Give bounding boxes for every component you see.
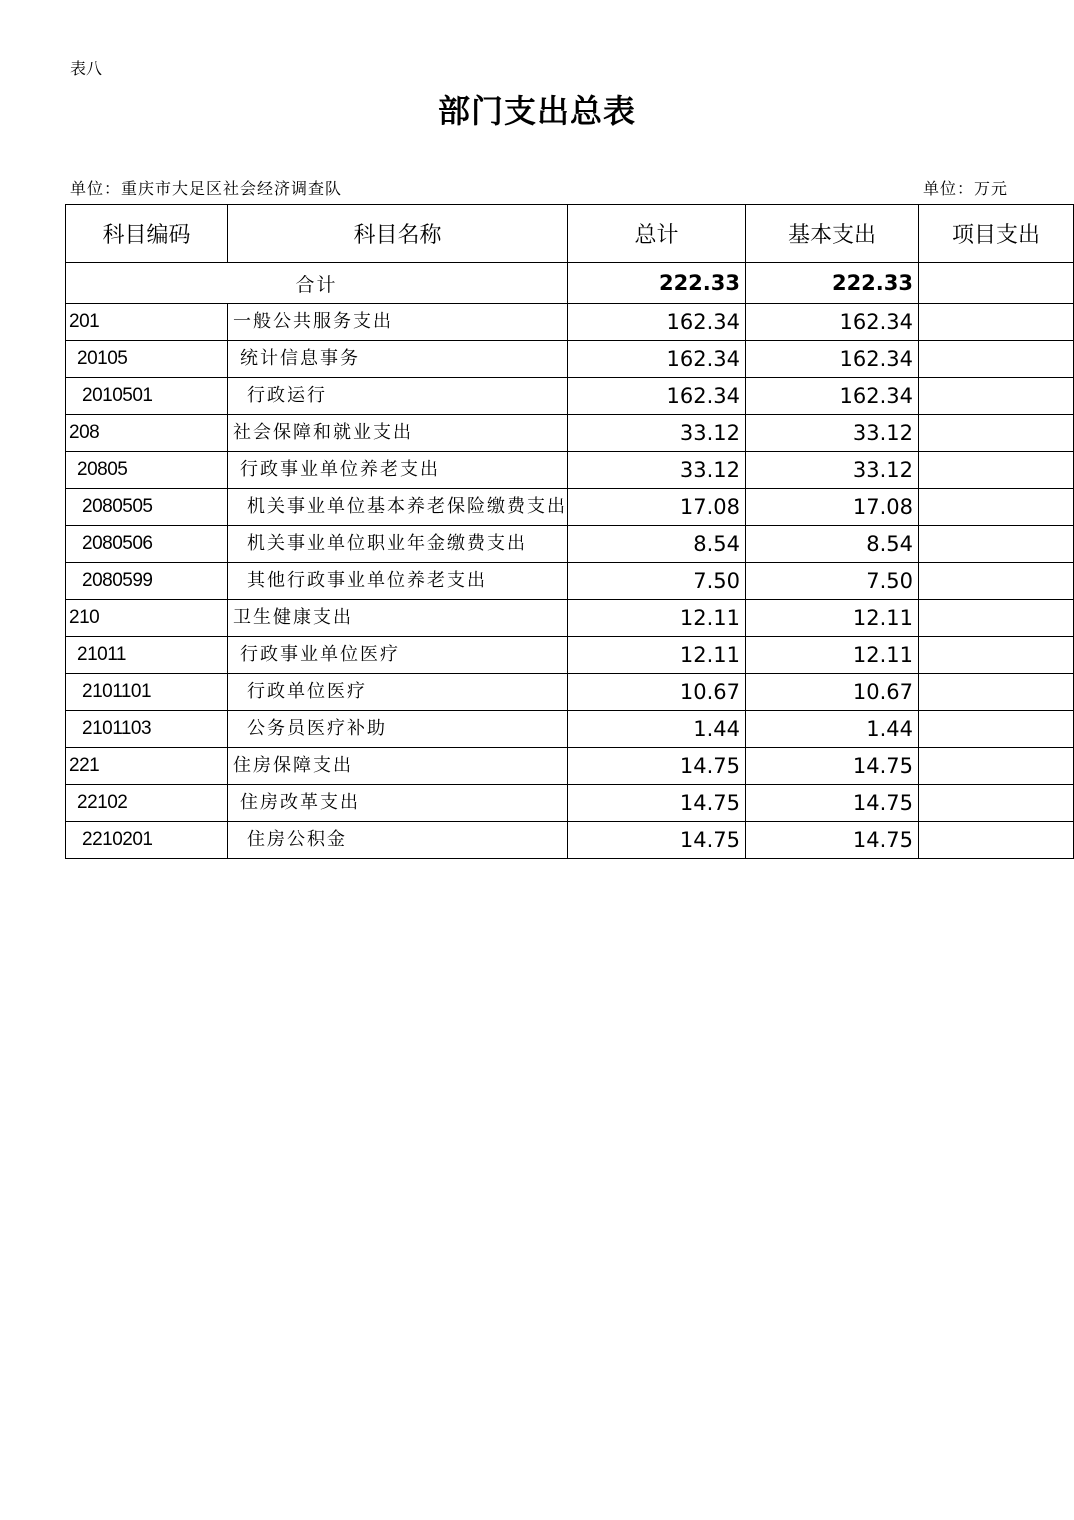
table-row <box>66 415 1074 452</box>
project-cell-text <box>919 712 1068 746</box>
table-row <box>66 489 1074 526</box>
project-cell-text <box>919 453 1068 487</box>
basic-cell-text: 162.34 <box>839 347 913 371</box>
table-row <box>66 526 1074 563</box>
total-cell-text: 14.75 <box>679 791 740 815</box>
name-cell <box>228 637 568 674</box>
table-row <box>66 748 1074 785</box>
project-cell <box>919 637 1074 674</box>
code-cell-text: 201 <box>69 311 100 332</box>
project-cell-text <box>919 601 1068 635</box>
basic-cell-text: 17.08 <box>852 495 913 519</box>
basic-cell-text: 33.12 <box>852 458 913 482</box>
project-cell <box>919 674 1074 711</box>
code-cell-text: 210 <box>69 607 100 628</box>
project-cell <box>919 341 1074 378</box>
total-cell <box>568 341 746 378</box>
basic-cell <box>746 563 919 600</box>
total-cell <box>568 526 746 563</box>
total-cell-text: 10.67 <box>679 680 740 704</box>
total-cell-text: 14.75 <box>679 754 740 778</box>
total-project <box>919 263 1074 304</box>
name-cell-text: 行政事业单位养老支出 <box>240 459 440 480</box>
basic-cell <box>746 526 919 563</box>
basic-cell <box>746 785 919 822</box>
table-row <box>66 341 1074 378</box>
total-cell <box>568 637 746 674</box>
project-cell <box>919 600 1074 637</box>
code-cell <box>66 748 228 785</box>
code-cell-text: 2010501 <box>82 385 153 406</box>
basic-cell-text: 12.11 <box>852 606 913 630</box>
total-cell <box>568 489 746 526</box>
name-cell-text: 机关事业单位职业年金缴费支出 <box>247 533 527 554</box>
code-cell-text: 208 <box>69 422 100 443</box>
project-cell <box>919 785 1074 822</box>
code-cell <box>66 526 228 563</box>
name-cell-text: 住房保障支出 <box>233 755 353 776</box>
total-cell-text: 12.11 <box>679 606 740 630</box>
name-cell-text: 社会保障和就业支出 <box>233 422 413 443</box>
total-cell-text: 162.34 <box>666 310 740 334</box>
name-cell <box>228 822 568 859</box>
code-cell-text: 2080506 <box>82 533 153 554</box>
code-cell-text: 2101103 <box>82 718 152 739</box>
basic-cell-text: 14.75 <box>852 754 913 778</box>
total-cell <box>568 415 746 452</box>
project-cell-text <box>919 490 1068 524</box>
table-row <box>66 378 1074 415</box>
project-cell-text <box>919 416 1068 450</box>
basic-cell-text: 10.67 <box>852 680 913 704</box>
code-cell-text: 20805 <box>77 459 128 480</box>
code-cell-text: 20105 <box>77 348 128 369</box>
total-cell <box>568 822 746 859</box>
code-cell-text: 2210201 <box>82 829 153 850</box>
unit-currency: 单位：万元 <box>922 179 1008 198</box>
total-cell <box>568 452 746 489</box>
project-cell <box>919 822 1074 859</box>
total-cell-text: 162.34 <box>666 384 740 408</box>
basic-cell <box>746 341 919 378</box>
basic-cell-text: 1.44 <box>866 717 913 741</box>
name-cell-text: 住房公积金 <box>247 829 347 850</box>
project-cell <box>919 563 1074 600</box>
basic-cell <box>746 489 919 526</box>
total-cell-text: 1.44 <box>693 717 740 741</box>
code-cell-text: 221 <box>69 755 100 776</box>
column-header-code: 科目编码 <box>66 205 228 263</box>
name-cell <box>228 415 568 452</box>
total-label: 合计 <box>66 263 568 304</box>
column-header-basic: 基本支出 <box>746 205 919 263</box>
name-cell <box>228 378 568 415</box>
total-cell-text: 17.08 <box>679 495 740 519</box>
project-cell-text <box>919 638 1068 672</box>
total-cell-text: 33.12 <box>679 421 740 445</box>
total-cell <box>568 785 746 822</box>
total-cell <box>568 748 746 785</box>
project-cell <box>919 526 1074 563</box>
name-cell <box>228 563 568 600</box>
basic-cell <box>746 452 919 489</box>
name-cell-text: 统计信息事务 <box>240 348 360 369</box>
name-cell <box>228 785 568 822</box>
code-cell <box>66 304 228 341</box>
basic-cell <box>746 637 919 674</box>
table-header-row <box>66 205 1074 263</box>
project-cell-text <box>919 749 1068 783</box>
total-cell <box>568 563 746 600</box>
project-cell-text <box>919 305 1068 339</box>
table-row <box>66 822 1074 859</box>
table-row <box>66 452 1074 489</box>
total-cell-text: 14.75 <box>679 828 740 852</box>
page-title: 部门支出总表 <box>437 92 636 130</box>
basic-cell-text: 12.11 <box>852 643 913 667</box>
name-cell-text: 一般公共服务支出 <box>233 311 393 332</box>
name-cell <box>228 489 568 526</box>
code-cell-text: 2101101 <box>82 681 152 702</box>
basic-cell-text: 14.75 <box>852 791 913 815</box>
project-cell <box>919 452 1074 489</box>
basic-cell <box>746 600 919 637</box>
table-row <box>66 637 1074 674</box>
total-sum: 222.33 <box>568 263 746 304</box>
table-row <box>66 711 1074 748</box>
code-cell <box>66 452 228 489</box>
code-cell <box>66 822 228 859</box>
name-cell <box>228 341 568 378</box>
total-cell <box>568 304 746 341</box>
code-cell <box>66 674 228 711</box>
project-cell-text <box>919 564 1068 598</box>
basic-cell <box>746 711 919 748</box>
table-row <box>66 304 1074 341</box>
column-header-total: 总计 <box>568 205 746 263</box>
code-cell <box>66 378 228 415</box>
column-header-project: 项目支出 <box>919 205 1074 263</box>
code-cell-text: 22102 <box>77 792 128 813</box>
code-cell-text: 21011 <box>77 644 126 665</box>
total-row <box>66 263 1074 304</box>
name-cell-text: 行政运行 <box>247 385 327 406</box>
basic-cell-text: 33.12 <box>852 421 913 445</box>
code-cell <box>66 637 228 674</box>
name-cell-text: 行政事业单位医疗 <box>240 644 400 665</box>
code-cell <box>66 563 228 600</box>
project-cell <box>919 748 1074 785</box>
code-cell <box>66 600 228 637</box>
table-row <box>66 785 1074 822</box>
total-cell <box>568 378 746 415</box>
total-cell <box>568 600 746 637</box>
total-cell-text: 12.11 <box>679 643 740 667</box>
name-cell <box>228 600 568 637</box>
total-cell-text: 7.50 <box>693 569 740 593</box>
code-cell <box>66 785 228 822</box>
total-cell <box>568 711 746 748</box>
table-row <box>66 600 1074 637</box>
total-cell <box>568 674 746 711</box>
total-basic: 222.33 <box>746 263 919 304</box>
code-cell-text: 2080599 <box>82 570 153 591</box>
code-cell <box>66 711 228 748</box>
name-cell <box>228 674 568 711</box>
basic-cell <box>746 378 919 415</box>
total-cell-text: 33.12 <box>679 458 740 482</box>
total-cell-text: 162.34 <box>666 347 740 371</box>
unit-organization: 单位：重庆市大足区社会经济调查队 <box>70 179 343 198</box>
name-cell-text: 机关事业单位基本养老保险缴费支出 <box>247 496 567 517</box>
column-header-name: 科目名称 <box>228 205 568 263</box>
basic-cell <box>746 415 919 452</box>
project-cell-text <box>919 342 1068 376</box>
project-cell-text <box>919 379 1068 413</box>
project-cell-text <box>919 823 1068 857</box>
name-cell-text: 其他行政事业单位养老支出 <box>247 570 487 591</box>
name-cell-text: 公务员医疗补助 <box>247 718 387 739</box>
table-row <box>66 563 1074 600</box>
name-cell <box>228 304 568 341</box>
name-cell-text: 住房改革支出 <box>240 792 360 813</box>
name-cell <box>228 748 568 785</box>
table-number: 表八 <box>70 59 103 78</box>
expenditure-table <box>65 204 1074 859</box>
basic-cell-text: 8.54 <box>866 532 913 556</box>
name-cell <box>228 452 568 489</box>
name-cell <box>228 711 568 748</box>
total-cell-text: 8.54 <box>693 532 740 556</box>
project-cell <box>919 489 1074 526</box>
code-cell-text: 2080505 <box>82 496 153 517</box>
project-cell-text <box>919 527 1068 561</box>
name-cell-text: 行政单位医疗 <box>247 681 367 702</box>
project-cell-text <box>919 675 1068 709</box>
basic-cell <box>746 674 919 711</box>
name-cell <box>228 526 568 563</box>
basic-cell-text: 162.34 <box>839 384 913 408</box>
table-row <box>66 674 1074 711</box>
name-cell-text: 卫生健康支出 <box>233 607 353 628</box>
code-cell <box>66 489 228 526</box>
basic-cell-text: 7.50 <box>866 569 913 593</box>
basic-cell <box>746 748 919 785</box>
basic-cell <box>746 822 919 859</box>
project-cell <box>919 378 1074 415</box>
project-cell <box>919 304 1074 341</box>
project-cell-text <box>919 786 1068 820</box>
project-cell <box>919 711 1074 748</box>
code-cell <box>66 341 228 378</box>
code-cell <box>66 415 228 452</box>
basic-cell <box>746 304 919 341</box>
project-cell <box>919 415 1074 452</box>
basic-cell-text: 14.75 <box>852 828 913 852</box>
basic-cell-text: 162.34 <box>839 310 913 334</box>
